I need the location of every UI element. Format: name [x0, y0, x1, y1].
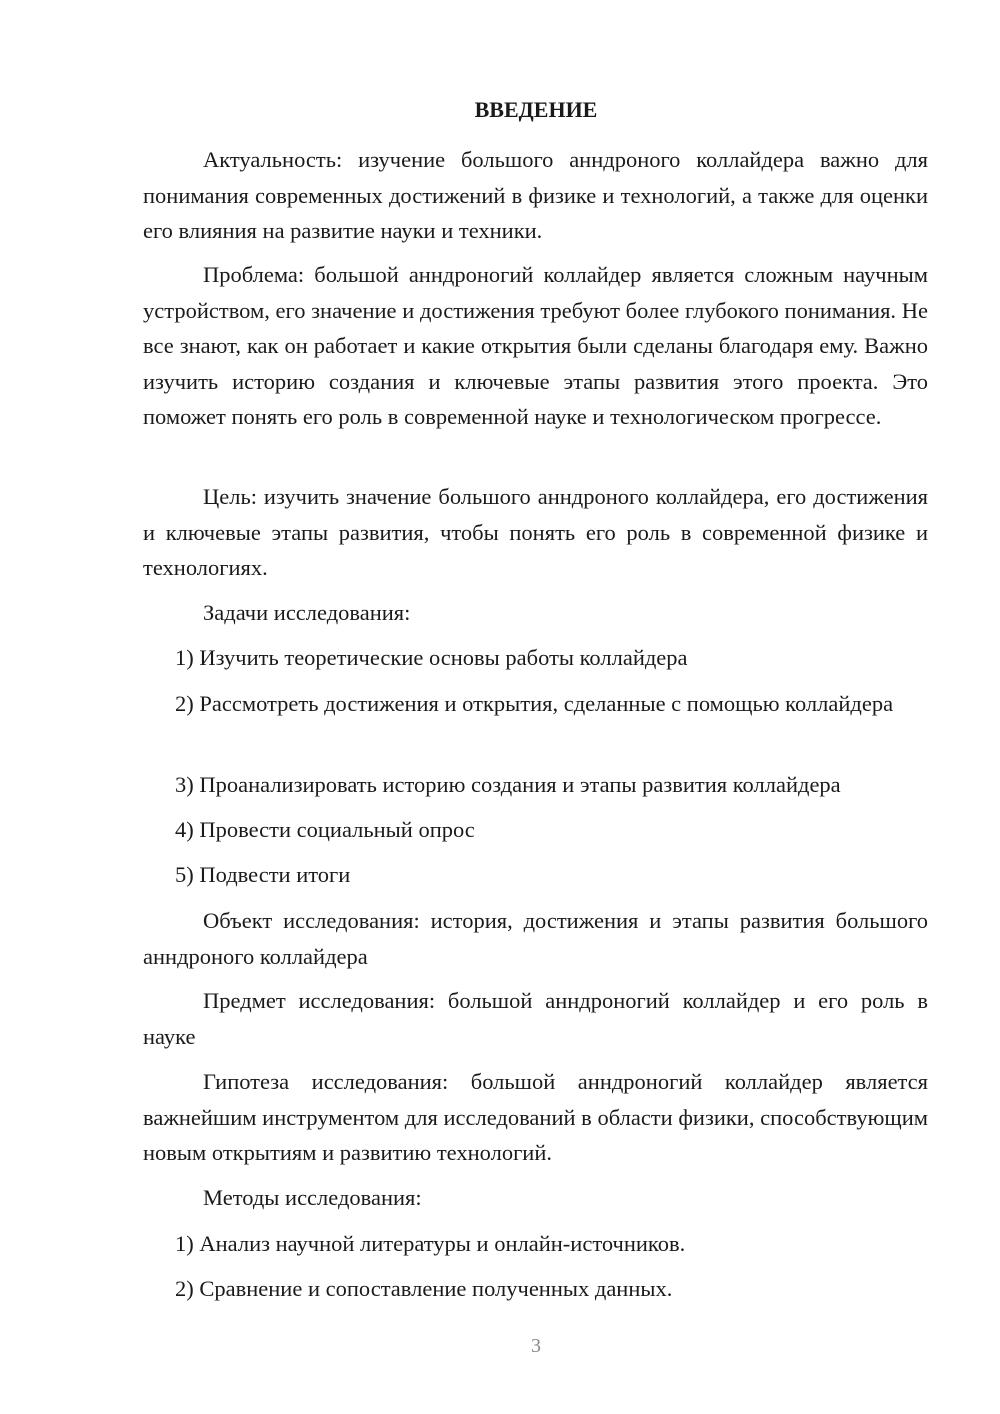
task-item-4: 4) Провести социальный опрос	[175, 817, 475, 842]
task-item-3: 3) Проанализировать историю создания и этапы развития коллайдера	[175, 772, 841, 797]
methods-heading: Методы исследования:	[203, 1185, 422, 1210]
method-item-1: 1) Анализ научной литературы и онлайн-источников.	[175, 1231, 686, 1256]
subject-paragraph: Предмет исследования: большой анндроногий коллайдер и его роль в науке	[143, 988, 928, 1049]
tasks-heading: Задачи исследования:	[203, 600, 411, 625]
object-paragraph: Объект исследования: история, достижения и этапы развития большого анндроного коллайдера	[143, 908, 928, 969]
task-item-5: 5) Подвести итоги	[175, 862, 351, 887]
relevance-paragraph: Актуальность: изучение большого анндроного коллайдера важно для понимания современных достижений в физике и технологий, а также для оценки его влияния на развитие науки и техники.	[143, 147, 928, 243]
goal-paragraph: Цель: изучить значение большого анндроного коллайдера, его достижения и ключевые этапы развития, чтобы понять его роль в современной физике и технологиях.	[143, 484, 928, 580]
hypothesis-paragraph: Гипотеза исследования: большой анндроногий коллайдер является важнейшим инструментом для исследований в области физики, способствующим новым открытиям и развитию технологий.	[143, 1069, 928, 1165]
method-item-2: 2) Сравнение и сопоставление полученных данных.	[175, 1276, 673, 1301]
page-number: 3	[531, 1335, 541, 1357]
task-item-2: 2) Рассмотреть достижения и открытия, сделанные с помощью коллайдера	[175, 691, 894, 716]
task-item-1: 1) Изучить теоретические основы работы коллайдера	[175, 645, 688, 670]
problem-paragraph: Проблема: большой анндроногий коллайдер является сложным научным устройством, его значение и достижения требуют более глубокого понимания. Не все знают, как он работает и какие открытия были сделаны благодаря ему. Важно изучить историю создания и ключевые этапы развития этого проекта. Это поможет понять его роль в современной науке и технологическом прогрессе.	[143, 262, 928, 429]
section-title: ВВЕДЕНИЕ	[474, 97, 598, 122]
